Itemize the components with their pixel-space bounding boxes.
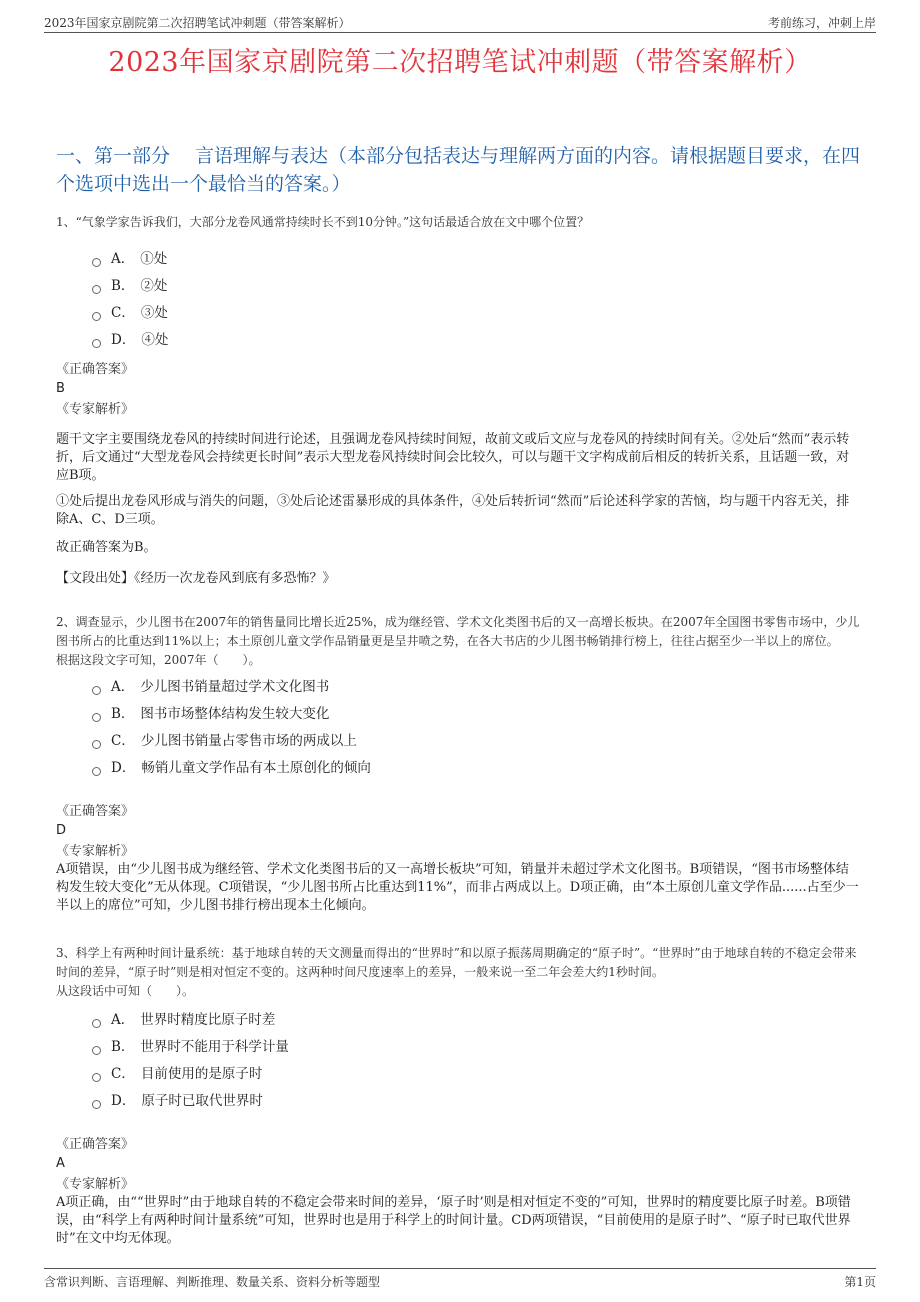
option-text: ④处 — [141, 332, 169, 348]
option-key: B． — [111, 706, 135, 722]
radio-icon[interactable] — [92, 1046, 101, 1055]
page-header — [44, 12, 876, 33]
question-2 — [56, 613, 860, 915]
radio-icon[interactable] — [92, 339, 101, 348]
source-citation: 【文段出处】《经历一次龙卷风到底有多恐怖？》 — [56, 571, 336, 586]
option-key: D． — [111, 760, 136, 776]
option-text: 世界时不能用于科学计量 — [140, 1039, 289, 1055]
option-text: 原子时已取代世界时 — [141, 1093, 263, 1109]
option-key: B． — [111, 278, 135, 294]
option-key: A． — [111, 1012, 135, 1028]
option-d[interactable] — [92, 1088, 860, 1115]
question-3-options — [92, 1007, 860, 1115]
radio-icon[interactable] — [92, 767, 101, 776]
option-key: A． — [111, 679, 135, 695]
radio-icon[interactable] — [92, 686, 101, 695]
header-doc-title: 2023年国家京剧院第二次招聘笔试冲刺题（带答案解析） — [44, 16, 351, 30]
radio-icon[interactable] — [92, 740, 101, 749]
radio-icon[interactable] — [92, 285, 101, 294]
radio-icon[interactable] — [92, 1019, 101, 1028]
question-1-options — [92, 246, 860, 354]
option-b[interactable] — [92, 1034, 860, 1061]
question-1 — [56, 213, 860, 588]
option-a[interactable] — [92, 1007, 860, 1034]
option-key: C． — [111, 733, 135, 749]
question-3-prompt: 从这段话中可知（ ）。 — [56, 984, 195, 998]
radio-icon[interactable] — [92, 312, 101, 321]
option-b[interactable] — [92, 273, 860, 300]
radio-icon[interactable] — [92, 1100, 101, 1109]
page-number: 第1页 — [844, 1275, 876, 1289]
option-key: D． — [111, 332, 136, 348]
option-text: 目前使用的是原子时 — [140, 1066, 263, 1082]
option-key: D． — [111, 1093, 136, 1109]
analysis-label: 《专家解析》 — [56, 1177, 135, 1192]
option-c[interactable] — [92, 1061, 860, 1088]
answer-value: A — [56, 1156, 65, 1171]
option-d[interactable] — [92, 755, 860, 782]
option-c[interactable] — [92, 728, 860, 755]
page-footer — [44, 1268, 876, 1291]
answer-label: 《正确答案》 — [56, 362, 135, 377]
header-slogan: 考前练习，冲刺上岸 — [767, 16, 876, 30]
analysis-paragraph: 题干文字主要围绕龙卷风的持续时间进行论述，且强调龙卷风持续时间短，故前文或后文应与龙卷风的持续时间有关。②处后“然而”表示转折，后文通过“大型龙卷风会持续更长时间”表示大型龙卷风持续时间会比较久，可以与题干文字构成前后相反的转折关系，且话题一致，对应B项。 — [56, 432, 850, 483]
option-text: 少儿图书销量超过学术文化图书 — [140, 679, 330, 695]
option-key: B． — [111, 1039, 135, 1055]
analysis-paragraph: ①处后提出龙卷风形成与消失的问题，③处后论述雷暴形成的具体条件，④处后转折词“然而”后论述科学家的苦恼，均与题干内容无关，排除A、C、D三项。 — [56, 494, 850, 527]
option-text: 畅销儿童文学作品有本土原创化的倾向 — [141, 760, 371, 776]
answer-value: D — [56, 823, 67, 838]
option-text: 世界时精度比原子时差 — [140, 1012, 276, 1028]
option-key: C． — [111, 1066, 135, 1082]
question-3 — [56, 944, 860, 1248]
question-1-stem: 1、“气象学家告诉我们，大部分龙卷风通常持续时长不到10分钟。”这句话最适合放在文中哪个位置？ — [56, 215, 590, 229]
analysis-paragraph: A项错误，由“少儿图书成为继经管、学术文化类图书后的又一高增长板块”可知，销量并未超过学术文化图书。B项错误，“图书市场整体结构发生较大变化”无从体现。C项错误，“少儿图书所占比重达到11%”，而非占两成以上。D项正确，由“本土原创儿童文学作品......占至少一半以上的席位”可知，少儿图书排行榜出现本土化倾向。 — [56, 862, 859, 913]
question-2-stem: 2、调查显示，少儿图书在2007年的销售量同比增长近25%，成为继经管、学术文化类图书后的又一高增长板块。在2007年全国图书零售市场中，少儿图书所占的比重达到11%以上；本土原创儿童文学作品销量更是呈井喷之势，在各大书店的少儿图书畅销排行榜上，往往占据至少一半以上的席位。 — [56, 615, 860, 648]
section-heading: 一、第一部分 言语理解与表达（本部分包括表达与理解两方面的内容。请根据题目要求，在四个选项中选出一个最恰当的答案。） — [56, 145, 861, 195]
radio-icon[interactable] — [92, 1073, 101, 1082]
question-2-prompt: 根据这段文字可知，2007年（ ）。 — [56, 653, 261, 667]
analysis-label: 《专家解析》 — [56, 844, 135, 859]
analysis-paragraph: A项正确，由““世界时”由于地球自转的不稳定会带来时间的差异，‘原子时’则是相对恒定不变的”可知，世界时的精度要比原子时差。B项错误，由“科学上有两种时间计量系统”可知，世界时也是用于科学上的时间计量。CD两项错误，“目前使用的是原子时”、“原子时已取代世界时”在文中均无体现。 — [56, 1195, 851, 1246]
document-title: 2023年国家京剧院第二次招聘笔试冲刺题（带答案解析） — [108, 47, 812, 78]
option-text: ③处 — [140, 305, 168, 321]
question-3-stem: 3、科学上有两种时间计量系统：基于地球自转的天文测量而得出的“世界时”和以原子振荡周期确定的“原子时”。“世界时”由于地球自转的不稳定会带来时间的差异，“原子时”则是相对恒定不变的。这两种时间尺度速率上的差异，一般来说一至二年会差大约1秒时间。 — [56, 946, 857, 979]
footer-description: 含常识判断、言语理解、判断推理、数量关系、资料分析等题型 — [44, 1275, 381, 1289]
radio-icon[interactable] — [92, 713, 101, 722]
option-b[interactable] — [92, 701, 860, 728]
analysis-conclusion: 故正确答案为B。 — [56, 540, 157, 555]
option-text: 图书市场整体结构发生较大变化 — [140, 706, 330, 722]
question-2-options — [92, 674, 860, 782]
option-key: A． — [111, 251, 135, 267]
option-text: 少儿图书销量占零售市场的两成以上 — [140, 733, 357, 749]
option-a[interactable] — [92, 246, 860, 273]
option-d[interactable] — [92, 327, 860, 354]
option-text: ②处 — [140, 278, 168, 294]
answer-value: B — [56, 381, 65, 396]
option-text: ①处 — [140, 251, 168, 267]
option-key: C． — [111, 305, 135, 321]
option-a[interactable] — [92, 674, 860, 701]
analysis-label: 《专家解析》 — [56, 402, 135, 417]
answer-label: 《正确答案》 — [56, 1137, 135, 1152]
option-c[interactable] — [92, 300, 860, 327]
radio-icon[interactable] — [92, 258, 101, 267]
answer-label: 《正确答案》 — [56, 804, 135, 819]
